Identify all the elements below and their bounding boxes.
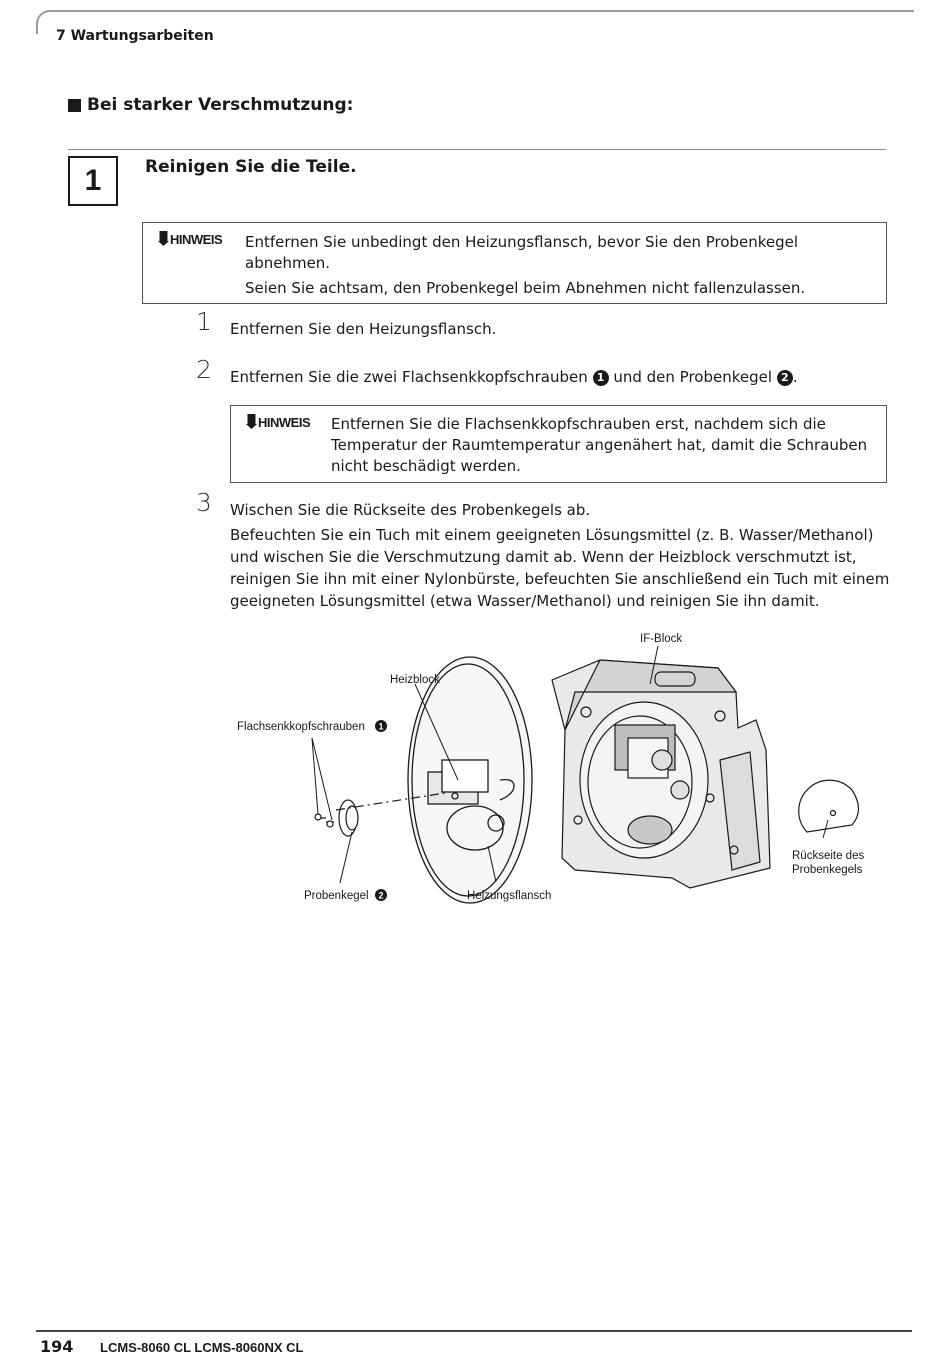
cleaning-illustration bbox=[200, 620, 900, 920]
section-title: Bei starker Verschmutzung: bbox=[87, 95, 354, 115]
note-marker-icon bbox=[246, 414, 257, 430]
substep-number: 3 bbox=[196, 488, 212, 517]
substep-text: Entfernen Sie die zwei Flachsenkkopfschrauben 1 und den Probenkegel 2 . bbox=[230, 368, 798, 386]
probenkegel-drawing bbox=[315, 800, 358, 836]
section-heading bbox=[68, 95, 353, 115]
step-rule bbox=[68, 149, 886, 150]
step-number: 1 bbox=[68, 156, 118, 206]
footer-rule bbox=[36, 1330, 912, 1332]
instruction-paragraph: Befeuchten Sie ein Tuch mit einem geeigneten Lösungsmittel (z. B. Wasser/Methanol) und wischen Sie die Verschmutzung damit ab. Wenn der Heizblock verschmutzt ist, reinigen Sie ihn mit einer Nylonbürste, befeuchten Sie anschließend ein Tuch mit einem geeigneten Lösungsmittel (etwa Wasser/Methanol) und reinigen Sie ihn damit. bbox=[230, 526, 890, 610]
callout-badge-1: 1 bbox=[593, 370, 609, 386]
note-text: Entfernen Sie die Flachsenkkopfschrauben erst, nachdem sich die Temperatur der Raumtemperatur angenähert hat, damit die Schrauben nicht beschädigt werden. bbox=[331, 415, 868, 475]
note-line: Entfernen Sie unbedingt den Heizungsflansch, bevor Sie den Probenkegel abnehmen. bbox=[245, 233, 799, 272]
substep-text: Entfernen Sie den Heizungsflansch. bbox=[230, 320, 497, 338]
if-block-drawing bbox=[552, 660, 770, 888]
callout-badge-2-text: 2 bbox=[378, 890, 384, 901]
note-label: HINWEIS bbox=[246, 414, 310, 430]
heizungsflansch-drawing bbox=[408, 657, 532, 903]
probenkegel-back-drawing bbox=[799, 780, 859, 832]
note-box-2 bbox=[230, 405, 887, 483]
model-name: LCMS-8060 CL LCMS-8060NX CL bbox=[100, 1340, 304, 1355]
note-line: Seien Sie achtsam, den Probenkegel beim Abnehmen nicht fallenzulassen. bbox=[245, 279, 806, 297]
callout-badge-1-text: 1 bbox=[378, 721, 384, 732]
label-heizblock: Heizblock bbox=[390, 674, 440, 686]
page-number: 194 bbox=[40, 1337, 74, 1356]
label-rueckseite-line2: Probenkegels bbox=[792, 864, 863, 876]
note-text bbox=[245, 232, 865, 303]
label-rueckseite-line1: Rückseite des bbox=[792, 850, 865, 862]
substep-number: 1 bbox=[196, 307, 212, 336]
chapter-heading: 7 Wartungsarbeiten bbox=[56, 28, 214, 44]
label-probenkegel: Probenkegel bbox=[304, 890, 369, 902]
note-marker-icon bbox=[158, 231, 169, 247]
substep-number: 2 bbox=[196, 355, 212, 384]
substep-text: Wischen Sie die Rückseite des Probenkegels ab. bbox=[230, 501, 591, 519]
callout-badge-2: 2 bbox=[777, 370, 793, 386]
step-title: Reinigen Sie die Teile. bbox=[145, 157, 357, 177]
label-heizungsflansch: Heizungsflansch bbox=[467, 890, 552, 902]
square-bullet-icon bbox=[68, 99, 81, 112]
note-label: HINWEIS bbox=[158, 231, 222, 247]
label-if-block: IF-Block bbox=[640, 633, 683, 645]
label-schrauben: Flachsenkkopfschrauben bbox=[237, 721, 365, 733]
note-box-1 bbox=[142, 222, 887, 304]
